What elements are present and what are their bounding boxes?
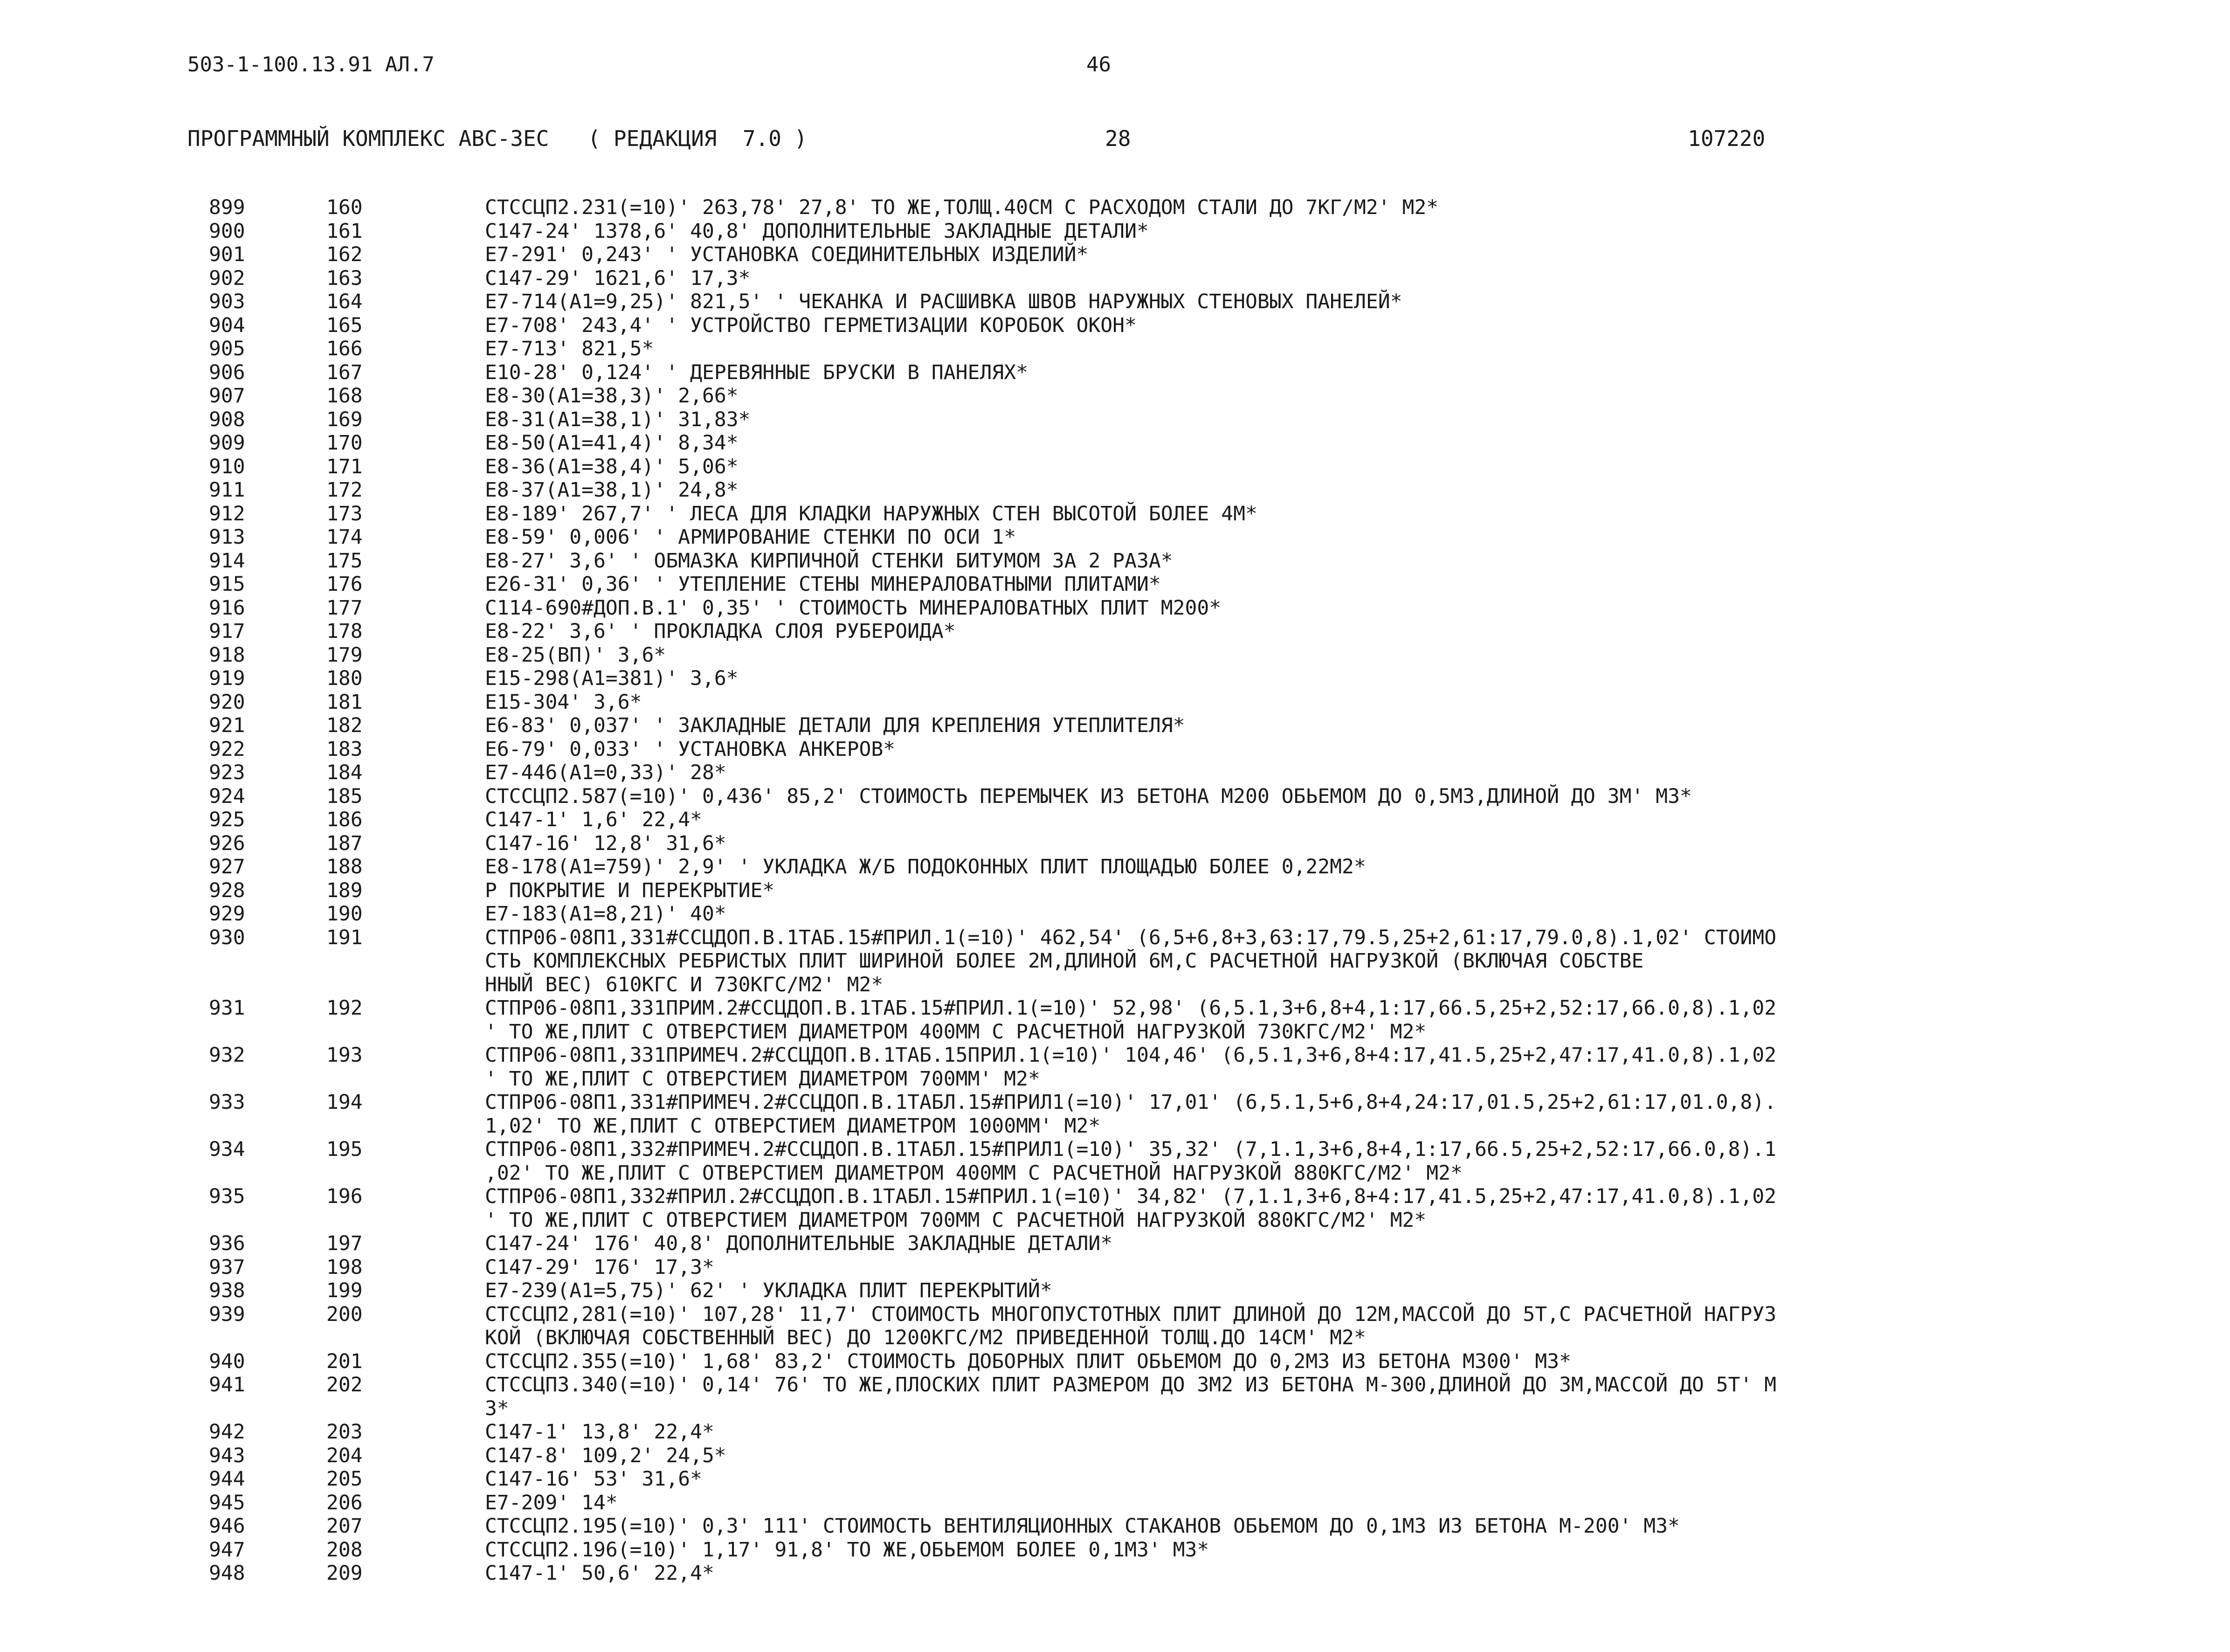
listing-row: [0, 832, 2230, 856]
global-line-number: 918: [209, 643, 245, 667]
global-line-number: 899: [209, 196, 245, 219]
listing-row: [0, 1444, 2230, 1468]
local-line-number: 205: [326, 1467, 363, 1491]
record-text: СТПР06-08П1,331#ПРИМЕЧ.2#ССЦДОП.В.1ТАБЛ.15#ПРИЛ1(=10)' 17,01' (6,5.1,5+6,8+4,24:17,01.5,25+2,61:17,01.0,8). 1,02' ТО ЖЕ,ПЛИТ С ОТВЕРСТИЕМ ДИАМЕТРОМ 1000ММ' М2*: [485, 1091, 1777, 1138]
local-line-number: 206: [326, 1491, 363, 1514]
record-text: Е8-189' 267,7' ' ЛЕСА ДЛЯ КЛАДКИ НАРУЖНЫХ СТЕН ВЫСОТОЙ БОЛЕЕ 4М*: [485, 502, 1257, 525]
global-line-number: 930: [209, 926, 245, 949]
local-line-number: 202: [326, 1373, 363, 1396]
global-line-number: 901: [209, 243, 245, 266]
global-line-number: 917: [209, 620, 245, 643]
local-line-number: 188: [326, 855, 363, 878]
global-line-number: 934: [209, 1138, 245, 1161]
listing-row: [0, 1562, 2230, 1585]
record-text: С147-24' 1378,6' 40,8' ДОПОЛНИТЕЛЬНЫЕ ЗАКЛАДНЫЕ ДЕТАЛИ*: [485, 219, 1149, 243]
global-line-number: 944: [209, 1467, 245, 1491]
global-line-number: 915: [209, 573, 245, 596]
record-text: Е6-79' 0,033' ' УСТАНОВКА АНКЕРОВ*: [485, 737, 896, 761]
local-line-number: 161: [326, 219, 363, 243]
global-line-number: 914: [209, 549, 245, 573]
document-code: 503-1-100.13.91 АЛ.7: [187, 53, 435, 76]
global-line-number: 942: [209, 1420, 245, 1444]
record-text: Е7-239(А1=5,75)' 62' ' УКЛАДКА ПЛИТ ПЕРЕКРЫТИЙ*: [485, 1279, 1052, 1302]
listing-row: [0, 361, 2230, 385]
local-line-number: 184: [326, 761, 363, 784]
global-line-number: 919: [209, 667, 245, 690]
local-line-number: 170: [326, 431, 363, 455]
global-line-number: 943: [209, 1444, 245, 1467]
record-text: Е26-31' 0,36' ' УТЕПЛЕНИЕ СТЕНЫ МИНЕРАЛОВАТНЫМИ ПЛИТАМИ*: [485, 573, 1161, 596]
listing-row: [0, 314, 2230, 338]
record-text: Е8-50(А1=41,4)' 8,34*: [485, 431, 739, 455]
local-line-number: 182: [326, 714, 363, 737]
listing-row: [0, 1279, 2230, 1303]
local-line-number: 178: [326, 620, 363, 643]
record-text: Е8-22' 3,6' ' ПРОКЛАДКА СЛОЯ РУБЕРОИДА*: [485, 620, 956, 643]
record-text: С147-16' 12,8' 31,6*: [485, 831, 726, 855]
local-line-number: 208: [326, 1538, 363, 1562]
global-line-number: 936: [209, 1232, 245, 1255]
global-line-number: 948: [209, 1562, 245, 1585]
record-text: Р ПОКРЫТИЕ И ПЕРЕКРЫТИЕ*: [485, 878, 775, 902]
record-text: СТПР06-08П1,332#ПРИЛ.2#ССЦДОП.В.1ТАБЛ.15#ПРИЛ.1(=10)' 34,82' (7,1.1,3+6,8+4:17,41.5,25+2,47:17,41.0,8).1,02 ' ТО ЖЕ,ПЛИТ С ОТВЕРСТИЕМ ДИАМЕТРОМ 700ММ С РАСЧЕТНОЙ НАГРУЗКОЙ 880КГС/М2' М2*: [485, 1185, 1777, 1232]
record-text: Е6-83' 0,037' ' ЗАКЛАДНЫЕ ДЕТАЛИ ДЛЯ КРЕПЛЕНИЯ УТЕПЛИТЕЛЯ*: [485, 714, 1185, 737]
listing-row: [0, 808, 2230, 832]
listing-row: [0, 478, 2230, 502]
local-line-number: 169: [326, 408, 363, 431]
record-text: Е8-31(А1=38,1)' 31,83*: [485, 408, 751, 431]
local-line-number: 191: [326, 926, 363, 949]
record-text: СТССЦП2,281(=10)' 107,28' 11,7' СТОИМОСТЬ МНОГОПУСТОТНЫХ ПЛИТ ДЛИНОЙ ДО 12М,МАССОЙ ДО 5Т,С РАСЧЕТНОЙ НАГРУЗ КОЙ (ВКЛЮЧАЯ СОБСТВЕННЫЙ ВЕС) ДО 1200КГС/М2 ПРИВЕДЕННОЙ ТОЛЩ.ДО 14СМ' М2*: [485, 1302, 1777, 1349]
global-line-number: 912: [209, 502, 245, 525]
record-text: С147-1' 50,6' 22,4*: [485, 1562, 714, 1585]
global-line-number: 921: [209, 714, 245, 737]
listing-row: [0, 996, 2230, 1044]
local-line-number: 195: [326, 1138, 363, 1161]
local-line-number: 203: [326, 1420, 363, 1444]
listing-row: [0, 902, 2230, 926]
local-line-number: 201: [326, 1349, 363, 1373]
global-line-number: 928: [209, 878, 245, 902]
global-line-number: 947: [209, 1538, 245, 1562]
global-line-number: 939: [209, 1302, 245, 1326]
record-text: СТССЦП2.587(=10)' 0,436' 85,2' СТОИМОСТЬ ПЕРЕМЫЧЕК ИЗ БЕТОНА М200 ОБЬЕМОМ ДО 0,5М3,ДЛИНОЙ ДО 3М' М3*: [485, 784, 1692, 808]
local-line-number: 179: [326, 643, 363, 667]
local-line-number: 164: [326, 290, 363, 313]
local-line-number: 193: [326, 1044, 363, 1067]
listing-row: [0, 691, 2230, 714]
page-number: 46: [1086, 53, 1111, 76]
record-text: СТПР06-08П1,331#ССЦДОП.В.1ТАБ.15#ПРИЛ.1(=10)' 462,54' (6,5+6,8+3,63:17,79.5,25+2,61:17,79.0,8).1,02' СТОИМО СТЬ КОМПЛЕКСНЫХ РЕБРИСТЫХ ПЛИТ ШИРИНОЙ БОЛЕЕ 2М,ДЛИНОЙ 6М,С РАСЧЕТНОЙ НАГРУЗКОЙ (ВКЛЮЧАЯ СОБСТВЕ ННЫЙ ВЕС) 610КГС И 730КГС/М2' М2*: [485, 926, 1777, 996]
global-line-number: 931: [209, 996, 245, 1020]
listing-row: [0, 1373, 2230, 1420]
listing-row: [0, 1138, 2230, 1185]
record-text: Е8-25(ВП)' 3,6*: [485, 643, 666, 667]
global-line-number: 945: [209, 1491, 245, 1514]
global-line-number: 926: [209, 831, 245, 855]
global-line-number: 925: [209, 808, 245, 831]
global-line-number: 932: [209, 1044, 245, 1067]
local-line-number: 187: [326, 831, 363, 855]
program-header: ПРОГРАММНЫЙ КОМПЛЕКС АВС-3ЕС ( РЕДАКЦИЯ 7.0 ): [187, 126, 808, 151]
listing-row: [0, 620, 2230, 643]
global-line-number: 907: [209, 384, 245, 408]
listing-row: [0, 761, 2230, 785]
listing-row: [0, 855, 2230, 879]
local-line-number: 165: [326, 313, 363, 337]
record-text: Е7-714(А1=9,25)' 821,5' ' ЧЕКАНКА И РАСШИВКА ШВОВ НАРУЖНЫХ СТЕНОВЫХ ПАНЕЛЕЙ*: [485, 290, 1402, 313]
listing-row: [0, 667, 2230, 691]
global-line-number: 909: [209, 431, 245, 455]
local-line-number: 162: [326, 243, 363, 266]
global-line-number: 927: [209, 855, 245, 878]
record-text: Е7-291' 0,243' ' УСТАНОВКА СОЕДИНИТЕЛЬНЫХ ИЗДЕЛИЙ*: [485, 243, 1089, 266]
global-line-number: 905: [209, 337, 245, 360]
local-line-number: 181: [326, 690, 363, 714]
global-line-number: 940: [209, 1349, 245, 1373]
global-line-number: 941: [209, 1373, 245, 1396]
record-text: Е8-37(А1=38,1)' 24,8*: [485, 478, 739, 502]
global-line-number: 935: [209, 1185, 245, 1208]
listing-row: [0, 1420, 2230, 1444]
local-line-number: 196: [326, 1185, 363, 1208]
listing-row: [0, 502, 2230, 526]
listing-row: [0, 525, 2230, 549]
local-line-number: 190: [326, 902, 363, 926]
local-line-number: 207: [326, 1514, 363, 1538]
record-text: Е15-298(А1=381)' 3,6*: [485, 667, 739, 690]
listing-row: [0, 384, 2230, 408]
record-text: Е8-30(А1=38,3)' 2,66*: [485, 384, 739, 408]
global-line-number: 920: [209, 690, 245, 714]
listing-row: [0, 738, 2230, 761]
record-text: Е7-183(А1=8,21)' 40*: [485, 902, 726, 926]
global-line-number: 900: [209, 219, 245, 243]
listing-row: [0, 1491, 2230, 1515]
listing-row: [0, 549, 2230, 573]
listing-row: [0, 1514, 2230, 1538]
global-line-number: 946: [209, 1514, 245, 1538]
listing-row: [0, 455, 2230, 479]
local-line-number: 194: [326, 1091, 363, 1114]
listing-row: [0, 1185, 2230, 1232]
global-line-number: 938: [209, 1279, 245, 1302]
global-line-number: 929: [209, 902, 245, 926]
record-text: Е7-708' 243,4' ' УСТРОЙСТВО ГЕРМЕТИЗАЦИИ КОРОБОК ОКОН*: [485, 313, 1137, 337]
global-line-number: 908: [209, 408, 245, 431]
local-line-number: 167: [326, 360, 363, 384]
listing-row: [0, 290, 2230, 314]
record-text: СТССЦП2.355(=10)' 1,68' 83,2' СТОИМОСТЬ ДОБОРНЫХ ПЛИТ ОБЬЕМОМ ДО 0,2М3 ИЗ БЕТОНА М300' М3*: [485, 1349, 1571, 1373]
local-line-number: 174: [326, 525, 363, 549]
record-text: СТПР06-08П1,331ПРИМЕЧ.2#ССЦДОП.В.1ТАБ.15ПРИЛ.1(=10)' 104,46' (6,5.1,3+6,8+4:17,41.5,25+2,47:17,41.0,8).1,02 ' ТО ЖЕ,ПЛИТ С ОТВЕРСТИЕМ ДИАМЕТРОМ 700ММ' М2*: [485, 1044, 1777, 1091]
listing-row: [0, 267, 2230, 290]
listing-row: [0, 1044, 2230, 1091]
record-text: Е10-28' 0,124' ' ДЕРЕВЯННЫЕ БРУСКИ В ПАНЕЛЯХ*: [485, 360, 1028, 384]
local-line-number: 172: [326, 478, 363, 502]
record-text: СТССЦП2.196(=10)' 1,17' 91,8' ТО ЖЕ,ОБЬЕМОМ БОЛЕЕ 0,1М3' М3*: [485, 1538, 1209, 1562]
local-line-number: 175: [326, 549, 363, 573]
local-line-number: 199: [326, 1279, 363, 1302]
record-text: Е7-209' 14*: [485, 1491, 618, 1514]
listing-row: [0, 926, 2230, 997]
listing-row: [0, 220, 2230, 243]
record-text: Е8-36(А1=38,4)' 5,06*: [485, 455, 739, 478]
document-id: 107220: [1688, 126, 1766, 151]
global-line-number: 910: [209, 455, 245, 478]
local-line-number: 160: [326, 196, 363, 219]
record-text: СТССЦП3.340(=10)' 0,14' 76' ТО ЖЕ,ПЛОСКИХ ПЛИТ РАЗМЕРОМ ДО 3М2 ИЗ БЕТОНА М-300,ДЛИНОЙ ДО 3М,МАССОЙ ДО 5Т' М 3*: [485, 1373, 1777, 1420]
global-line-number: 923: [209, 761, 245, 784]
local-line-number: 186: [326, 808, 363, 831]
listing-row: [0, 196, 2230, 220]
listing-row: [0, 1256, 2230, 1279]
local-line-number: 192: [326, 996, 363, 1020]
local-line-number: 173: [326, 502, 363, 525]
listing-row: [0, 431, 2230, 455]
local-line-number: 177: [326, 596, 363, 620]
global-line-number: 924: [209, 784, 245, 808]
record-text: С147-1' 1,6' 22,4*: [485, 808, 702, 831]
listing-row: [0, 1467, 2230, 1491]
listing-row: [0, 337, 2230, 361]
listing-row: [0, 1232, 2230, 1256]
record-text: С147-1' 13,8' 22,4*: [485, 1420, 714, 1444]
local-line-number: 183: [326, 737, 363, 761]
listing: [0, 196, 2230, 1585]
global-line-number: 916: [209, 596, 245, 620]
record-text: Е15-304' 3,6*: [485, 690, 642, 714]
local-line-number: 168: [326, 384, 363, 408]
sequence-number: 28: [1105, 126, 1131, 151]
global-line-number: 913: [209, 525, 245, 549]
listing-row: [0, 573, 2230, 596]
local-line-number: 198: [326, 1255, 363, 1279]
listing-row: [0, 596, 2230, 620]
record-text: Е8-27' 3,6' ' ОБМАЗКА КИРПИЧНОЙ СТЕНКИ БИТУМОМ ЗА 2 РАЗА*: [485, 549, 1173, 573]
listing-row: [0, 643, 2230, 667]
local-line-number: 204: [326, 1444, 363, 1467]
global-line-number: 906: [209, 360, 245, 384]
record-text: СТССЦП2.231(=10)' 263,78' 27,8' ТО ЖЕ,ТОЛЩ.40СМ С РАСХОДОМ СТАЛИ ДО 7КГ/М2' М2*: [485, 196, 1439, 219]
record-text: С147-16' 53' 31,6*: [485, 1467, 702, 1491]
record-text: С147-29' 1621,6' 17,3*: [485, 266, 751, 290]
record-text: Е8-59' 0,006' ' АРМИРОВАНИЕ СТЕНКИ ПО ОСИ 1*: [485, 525, 1016, 549]
record-text: С147-8' 109,2' 24,5*: [485, 1444, 726, 1467]
record-text: С147-29' 176' 17,3*: [485, 1255, 714, 1279]
listing-row: [0, 1091, 2230, 1138]
global-line-number: 904: [209, 313, 245, 337]
local-line-number: 185: [326, 784, 363, 808]
listing-row: [0, 243, 2230, 267]
global-line-number: 922: [209, 737, 245, 761]
listing-row: [0, 879, 2230, 903]
local-line-number: 200: [326, 1302, 363, 1326]
local-line-number: 180: [326, 667, 363, 690]
global-line-number: 911: [209, 478, 245, 502]
listing-row: [0, 1538, 2230, 1562]
listing-row: [0, 408, 2230, 432]
local-line-number: 189: [326, 878, 363, 902]
record-text: Е7-446(А1=0,33)' 28*: [485, 761, 726, 784]
listing-row: [0, 1303, 2230, 1350]
global-line-number: 937: [209, 1255, 245, 1279]
global-line-number: 903: [209, 290, 245, 313]
record-text: Е8-178(А1=759)' 2,9' ' УКЛАДКА Ж/Б ПОДОКОННЫХ ПЛИТ ПЛОЩАДЬЮ БОЛЕЕ 0,22М2*: [485, 855, 1366, 878]
global-line-number: 933: [209, 1091, 245, 1114]
global-line-number: 902: [209, 266, 245, 290]
record-text: С147-24' 176' 40,8' ДОПОЛНИТЕЛЬНЫЕ ЗАКЛАДНЫЕ ДЕТАЛИ*: [485, 1232, 1113, 1255]
local-line-number: 163: [326, 266, 363, 290]
record-text: СТССЦП2.195(=10)' 0,3' 111' СТОИМОСТЬ ВЕНТИЛЯЦИОННЫХ СТАКАНОВ ОБЬЕМОМ ДО 0,1М3 ИЗ БЕТОНА М-200' М3*: [485, 1514, 1680, 1538]
local-line-number: 171: [326, 455, 363, 478]
record-text: СТПР06-08П1,331ПРИМ.2#ССЦДОП.В.1ТАБ.15#ПРИЛ.1(=10)' 52,98' (6,5.1,3+6,8+4,1:17,66.5,25+2,52:17,66.0,8).1,02 ' ТО ЖЕ,ПЛИТ С ОТВЕРСТИЕМ ДИАМЕТРОМ 400ММ С РАСЧЕТНОЙ НАГРУЗКОЙ 730КГС/М2' М2*: [485, 996, 1777, 1044]
listing-row: [0, 714, 2230, 738]
record-text: С114-690#ДОП.В.1' 0,35' ' СТОИМОСТЬ МИНЕРАЛОВАТНЫХ ПЛИТ М200*: [485, 596, 1222, 620]
local-line-number: 209: [326, 1562, 363, 1585]
record-text: СТПР06-08П1,332#ПРИМЕЧ.2#ССЦДОП.В.1ТАБЛ.15#ПРИЛ1(=10)' 35,32' (7,1.1,3+6,8+4,1:17,66.5,25+2,52:17,66.0,8).1 ,02' ТО ЖЕ,ПЛИТ С ОТВЕРСТИЕМ ДИАМЕТРОМ 400ММ С РАСЧЕТНОЙ НАГРУЗКОЙ 880КГС/М2' М2*: [485, 1138, 1777, 1185]
listing-row: [0, 1350, 2230, 1374]
local-line-number: 176: [326, 573, 363, 596]
listing-row: [0, 785, 2230, 809]
local-line-number: 166: [326, 337, 363, 360]
record-text: Е7-713' 821,5*: [485, 337, 654, 360]
local-line-number: 197: [326, 1232, 363, 1255]
